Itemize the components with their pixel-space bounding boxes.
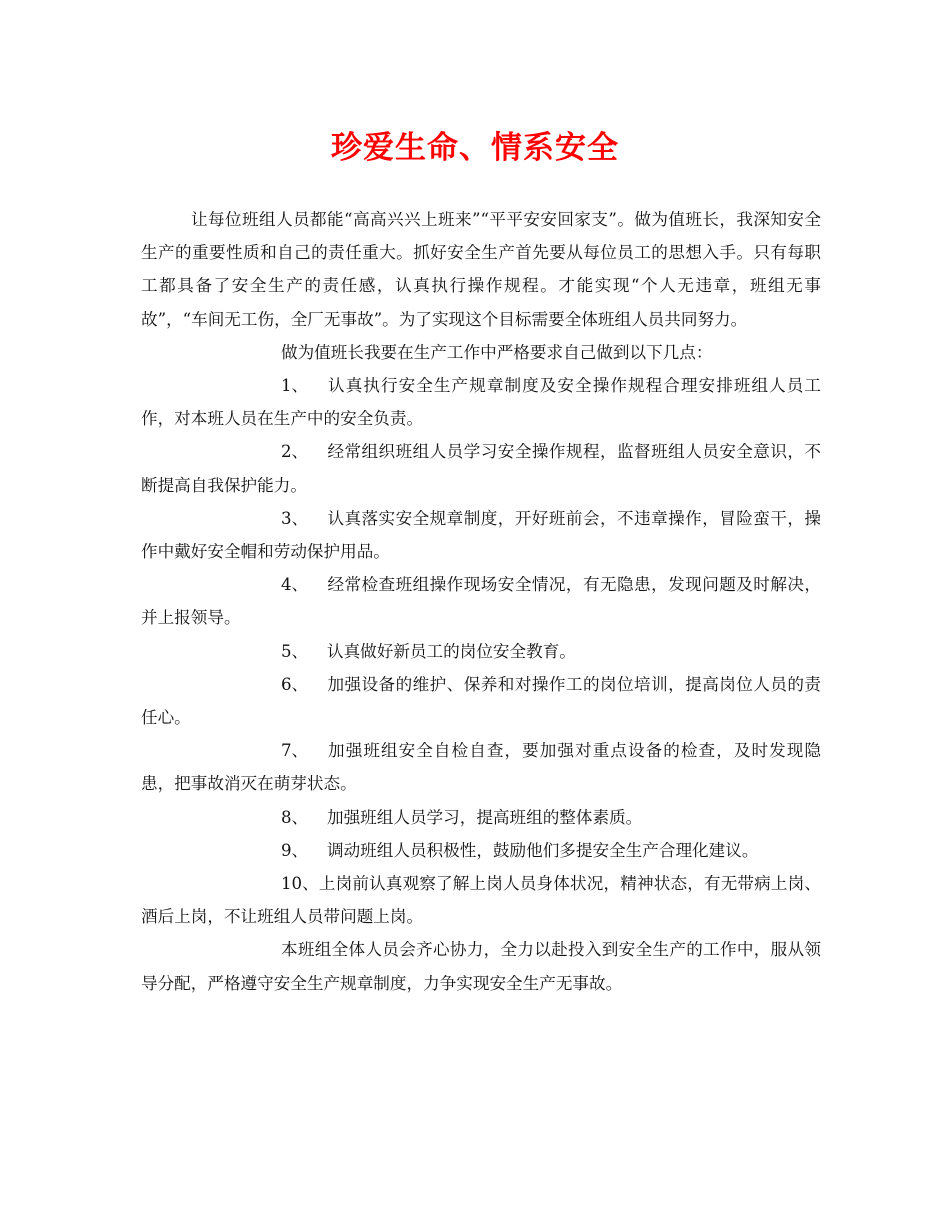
- item-text: 认真落实安全规章制度，开好班前会，不违章操作，冒险蛮干，操作中戴好安全帽和劳动保护用品。: [141, 508, 821, 562]
- item-number: 3、: [281, 508, 309, 528]
- item-number: 9、: [281, 840, 309, 860]
- item-text: 上岗前认真观察了解上岗人员身体状况，精神状态，有无带病上岗、酒后上岗，不让班组人员带问题上岗。: [141, 874, 821, 927]
- list-item: [141, 369, 821, 435]
- item-number: 6、: [281, 674, 309, 694]
- item-number: 7、: [281, 741, 309, 761]
- item-number: 10、: [281, 874, 319, 894]
- list-item: [141, 635, 821, 668]
- item-number: 2、: [281, 442, 309, 462]
- list-item: [141, 834, 821, 867]
- item-text: 认真做好新员工的岗位安全教育。: [327, 641, 576, 661]
- list-item: [141, 801, 821, 834]
- item-text: 认真执行安全生产规章制度及安全操作规程合理安排班组人员工作，对本班人员在生产中的安全负责。: [141, 376, 821, 429]
- item-number: 8、: [281, 807, 309, 827]
- item-text: 经常检查班组操作现场安全情况，有无隐患，发现问题及时解决，并上报领导。: [141, 575, 821, 628]
- intro-paragraph: 让每位班组人员都能“高高兴兴上班来”“平平安安回家支”。做为值班长，我深知安全生产的重要性质和自己的责任重大。抓好安全生产首先要从每位员工的思想入手。只有每职工都具备了安全生产的责任感，认真执行操作规程。才能实现“个人无违章，班组无事故”，“车间无工伤，全厂无事故”。为了实现这个目标需要全体班组人员共同努力。: [141, 210, 821, 329]
- list-item: [141, 568, 821, 634]
- lead-paragraph: 做为值班长我要在生产工作中严格要求自己做到以下几点：: [281, 342, 713, 362]
- item-number: 5、: [281, 641, 309, 661]
- item-text: 加强班组安全自检自查，要加强对重点设备的检查，及时发现隐患，把事故消灭在萌芽状态。: [141, 741, 821, 794]
- item-text: 调动班组人员积极性，鼓励他们多提安全生产合理化建议。: [327, 840, 759, 860]
- item-text: 加强设备的维护、保养和对操作工的岗位培训，提高岗位人员的责任心。: [141, 674, 821, 728]
- list-item: [141, 867, 821, 933]
- item-text: 加强班组人员学习，提高班组的整体素质。: [327, 807, 643, 827]
- item-number: 1、: [281, 376, 309, 396]
- document-body: [141, 203, 821, 1000]
- list-item: [141, 502, 821, 568]
- closing-paragraph: 本班组全体人员会齐心协力，全力以赴投入到安全生产的工作中，服从领导分配，严格遵守安全生产规章制度，力争实现安全生产无事故。: [141, 940, 821, 993]
- document-title: 珍爱生命、情系安全: [331, 130, 619, 166]
- list-item: [141, 734, 821, 800]
- item-number: 4、: [281, 575, 309, 595]
- item-text: 经常组织班组人员学习安全操作规程，监督班组人员安全意识，不断提高自我保护能力。: [141, 442, 821, 495]
- list-item: [141, 668, 821, 734]
- list-item: [141, 435, 821, 501]
